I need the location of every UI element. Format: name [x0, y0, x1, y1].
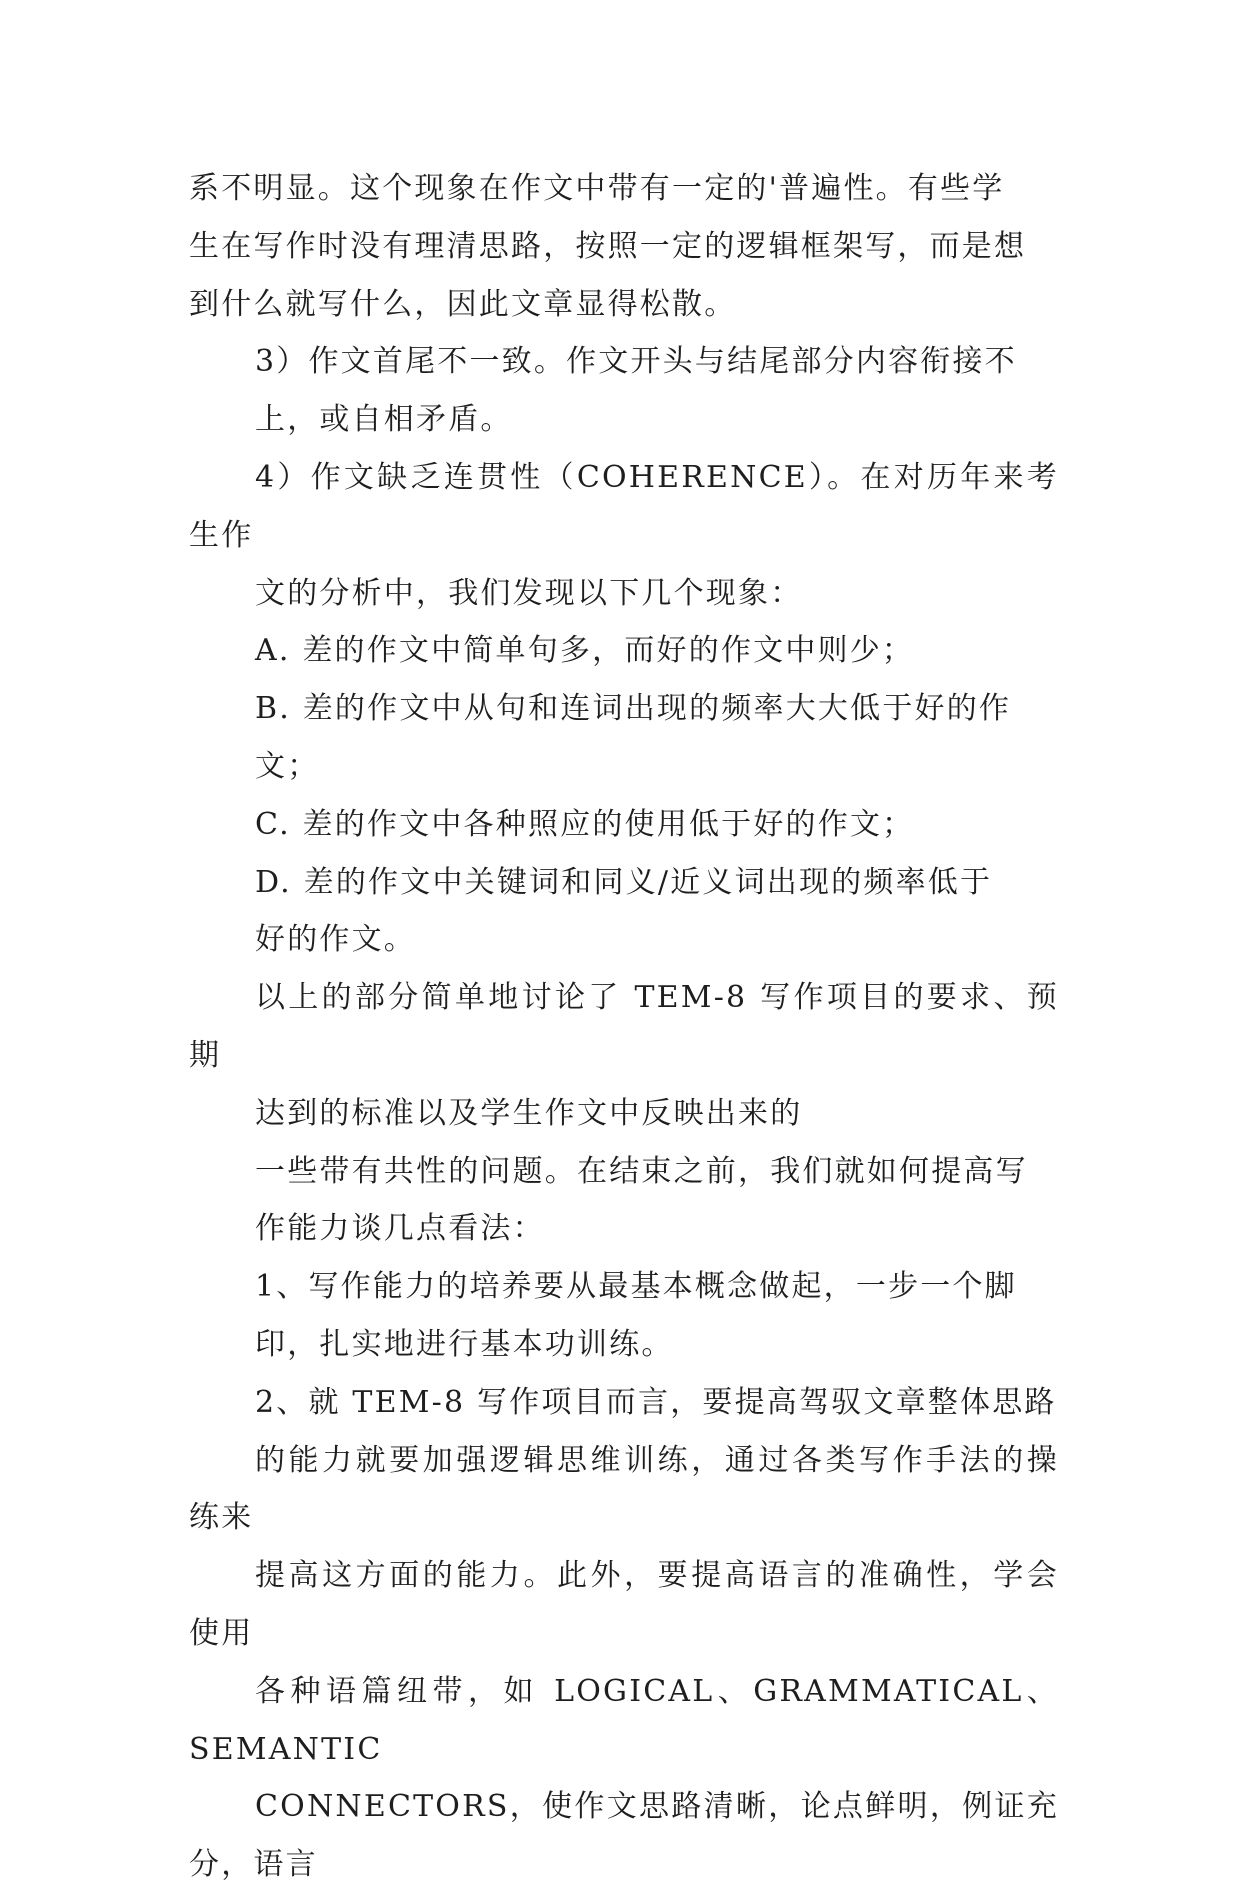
paragraph	[189, 1143, 1059, 1259]
text-line: CONNECTORS，使作文思路清晰，论点鲜明，例证充分，语言	[189, 1789, 1059, 1883]
text-line: 以上的部分简单地讨论了 TEM-8 写作项目的要求、预期	[189, 980, 1059, 1073]
text-line: 达到的标准以及学生作文中反映出来的	[255, 1095, 803, 1131]
text-line: C. 差的作文中各种照应的使用低于好的作文；	[255, 806, 915, 842]
paragraph	[189, 449, 1059, 622]
text-line: 的能力就要加强逻辑思维训练，通过各类写作手法的操练来	[189, 1442, 1059, 1536]
paragraph	[189, 680, 1059, 796]
text-line: 系不明显。这个现象在作文中带有一定的'普遍性。有些学	[189, 171, 1005, 206]
paragraph	[189, 796, 1059, 854]
text-line: 文；	[255, 748, 320, 784]
text-line: 作能力谈几点看法：	[255, 1211, 545, 1247]
paragraph	[189, 622, 1059, 680]
paragraph	[189, 1374, 1059, 1894]
text-line: 文的分析中，我们发现以下几个现象：	[255, 575, 803, 611]
text-line: 一些带有共性的问题。在结束之前，我们就如何提高写	[255, 1153, 1028, 1189]
text-line: 各种语篇纽带，如 LOGICAL、GRAMMATICAL、SEMANTIC	[189, 1673, 1059, 1767]
text-line: D. 差的作文中关键词和同义/近义词出现的频率低于	[255, 864, 993, 900]
text-line: 印，扎实地进行基本功训练。	[255, 1326, 674, 1362]
text-line: 到什么就写什么，因此文章显得松散。	[189, 286, 737, 322]
paragraph	[189, 854, 1059, 970]
paragraph	[189, 969, 1059, 1142]
body-text	[189, 160, 1059, 1894]
text-line: B. 差的作文中从句和连词出现的频率大大低于好的作	[255, 691, 1012, 727]
text-line: 好的作文。	[255, 922, 416, 958]
paragraph	[189, 333, 1059, 449]
text-line: 2、就 TEM-8 写作项目而言，要提高驾驭文章整体思路	[255, 1384, 1057, 1420]
text-line: 生在写作时没有理清思路，按照一定的逻辑框架写，而是想	[189, 228, 1027, 264]
paragraph	[189, 1258, 1059, 1374]
text-line: 1、写作能力的培养要从最基本概念做起，一步一个脚	[255, 1269, 1017, 1305]
text-line: 4）作文缺乏连贯性（COHERENCE）。在对历年来考生作	[189, 459, 1059, 553]
text-line: 提高这方面的能力。此外，要提高语言的准确性，学会使用	[189, 1558, 1059, 1651]
text-line: 3）作文首尾不一致。作文开头与结尾部分内容衔接不	[255, 344, 1017, 380]
paragraph	[189, 160, 1059, 333]
text-line: A. 差的作文中简单句多，而好的作文中则少；	[255, 633, 915, 669]
text-line: 上，或自相矛盾。	[255, 402, 513, 438]
